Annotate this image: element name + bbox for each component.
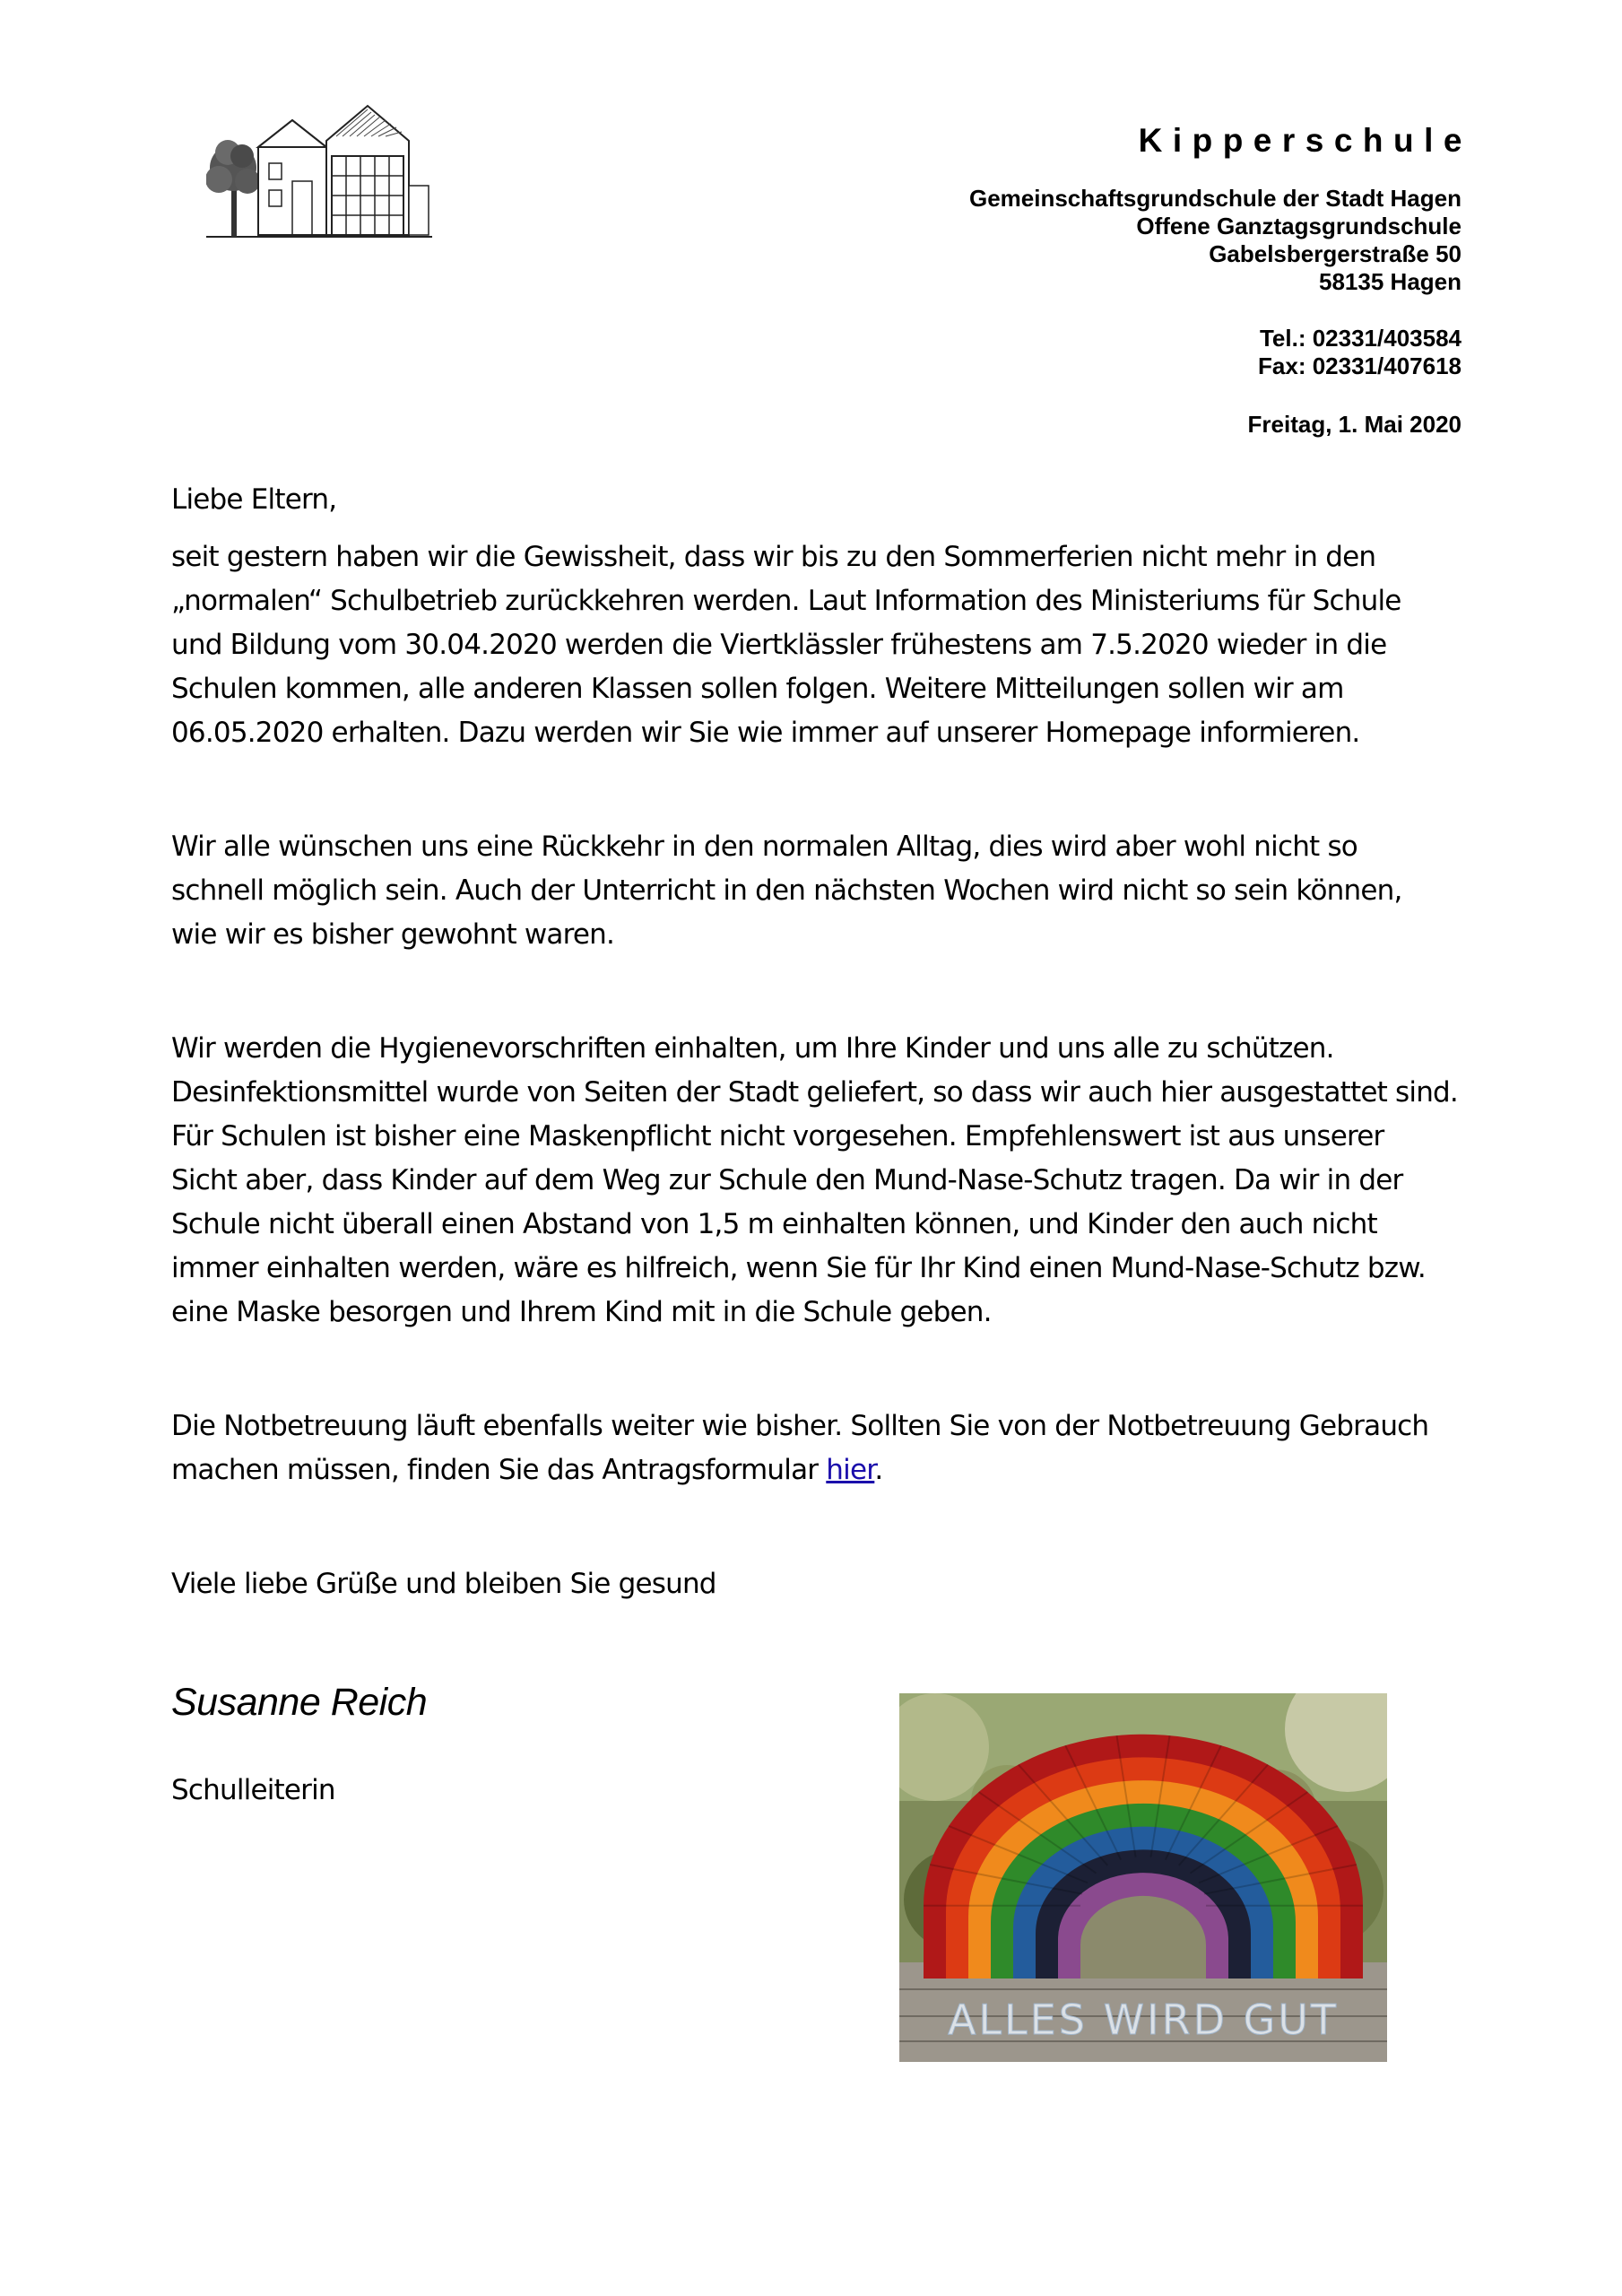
text-line: Für Schulen ist bisher eine Maskenpflicht nicht vorgesehen. Empfehlenswert ist aus unserer	[171, 1120, 1384, 1152]
text-line: Wir alle wünschen uns eine Rückkehr in den normalen Alltag, dies wird aber wohl nicht so	[171, 831, 1357, 863]
fax-number: Fax: 02331/407618	[1258, 352, 1462, 379]
text-before-link: machen müssen, finden Sie das Antragsformular	[171, 1454, 827, 1486]
antragsformular-link[interactable]: hier	[826, 1454, 875, 1486]
text-line: Desinfektionsmittel wurde von Seiten der Stadt geliefert, so dass wir auch hier ausgestattet sind.	[171, 1076, 1458, 1109]
salutation: Liebe Eltern,	[171, 483, 337, 516]
text-line	[171, 1448, 1480, 1492]
text-line: Die Notbetreuung läuft ebenfalls weiter wie bisher. Sollten Sie von der Notbetreuung Gebrauch	[171, 1410, 1429, 1442]
text-line: Sicht aber, dass Kinder auf dem Weg zur Schule den Mund-Nase-Schutz tragen. Da wir in der	[171, 1164, 1403, 1196]
school-name: Kipperschule	[1138, 122, 1472, 159]
signature-name: Susanne Reich	[171, 1681, 428, 1724]
rainbow-photo	[899, 1693, 1387, 2062]
text-line: 06.05.2020 erhalten. Dazu werden wir Sie wie immer auf unserer Homepage informieren.	[171, 717, 1360, 749]
text-line: schnell möglich sein. Auch der Unterricht in den nächsten Wochen wird nicht so sein können,	[171, 874, 1402, 907]
letter-date: Freitag, 1. Mai 2020	[1247, 411, 1462, 438]
text-line: Schulen kommen, alle anderen Klassen sollen folgen. Weitere Mitteilungen sollen wir am	[171, 673, 1344, 705]
address-line: Gabelsbergerstraße 50	[1209, 240, 1462, 267]
school-building-logo	[206, 100, 432, 240]
text-line: und Bildung vom 30.04.2020 werden die Viertklässler frühestens am 7.5.2020 wieder in die	[171, 629, 1387, 661]
text-line: eine Maske besorgen und Ihrem Kind mit in die Schule geben.	[171, 1296, 992, 1328]
address-line: 58135 Hagen	[1319, 268, 1462, 295]
phone-number: Tel.: 02331/403584	[1259, 325, 1462, 352]
text-line: wie wir es bisher gewohnt waren.	[171, 918, 615, 951]
tree-drawing	[206, 140, 260, 237]
paragraph-2	[171, 825, 1480, 957]
school-address	[969, 185, 1462, 296]
text-line: immer einhalten werden, wäre es hilfreich, wenn Sie für Ihr Kind einen Mund-Nase-Schutz bzw.	[171, 1252, 1426, 1284]
letter-body	[171, 478, 1480, 1606]
closing-line: Viele liebe Grüße und bleiben Sie gesund	[171, 1568, 716, 1600]
signature-role: Schulleiterin	[171, 1774, 335, 1806]
address-line: Offene Ganztagsgrundschule	[1136, 213, 1462, 239]
image-caption: ALLES WIRD GUT	[947, 1996, 1340, 2044]
text-line: seit gestern haben wir die Gewissheit, dass wir bis zu den Sommerferien nicht mehr in den	[171, 541, 1376, 573]
text-line: Wir werden die Hygienevorschriften einhalten, um Ihre Kinder und uns alle zu schützen.	[171, 1032, 1334, 1065]
paragraph-4	[171, 1405, 1480, 1492]
contact-info	[1258, 325, 1462, 380]
paragraph-3	[171, 1027, 1480, 1335]
paragraph-1	[171, 535, 1480, 755]
text-line: „normalen“ Schulbetrieb zurückkehren werden. Laut Information des Ministeriums für Schule	[171, 585, 1401, 617]
text-after-link: .	[874, 1454, 883, 1486]
address-line: Gemeinschaftsgrundschule der Stadt Hagen	[968, 185, 1462, 212]
text-line: Schule nicht überall einen Abstand von 1,5 m einhalten können, und Kinder den auch nicht	[171, 1208, 1377, 1240]
